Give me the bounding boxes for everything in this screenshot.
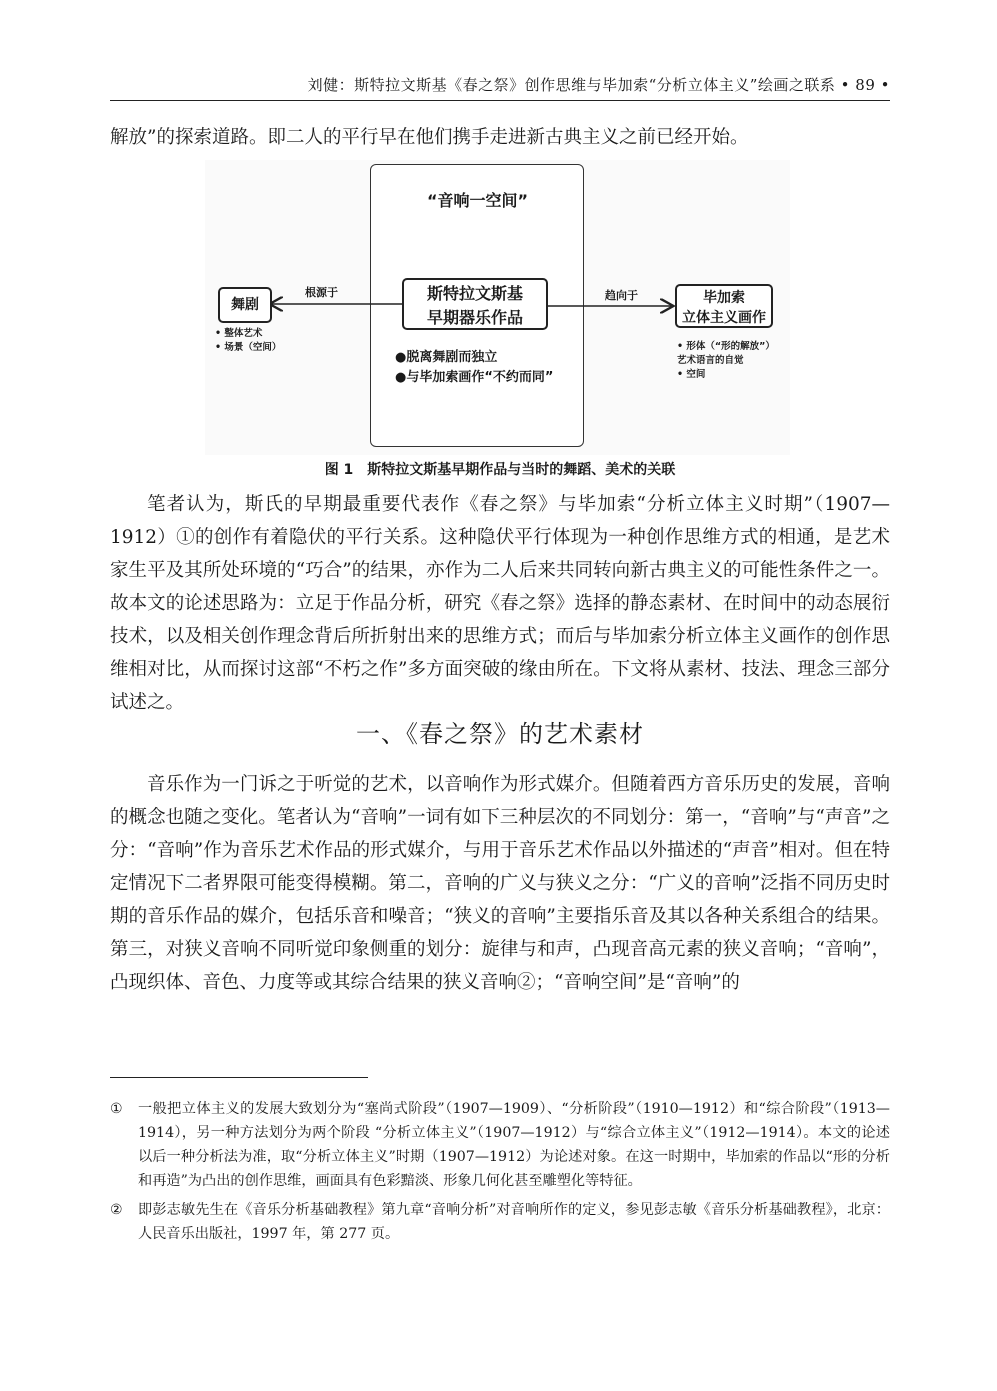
footnote bbox=[110, 1198, 890, 1246]
picasso-notes bbox=[677, 340, 775, 382]
footnote-text: 即彭志敏先生在《音乐分析基础教程》第九章“音响分析”对音响所作的定义，参见彭志敏《音乐分析基础教程》，北京：人民音乐出版社，1997 年，第 277 页。 bbox=[138, 1202, 890, 1242]
stravinsky-box-line2: 早期器乐作品 bbox=[426, 308, 523, 327]
tends-toward-label: 趋向于 bbox=[605, 289, 638, 302]
body-paragraph bbox=[110, 488, 890, 719]
picasso-note: • 空间 bbox=[677, 369, 706, 380]
stravinsky-box bbox=[402, 278, 548, 330]
paragraph-text: 音乐作为一门诉之于听觉的艺术，以音响作为形式媒介。但随着西方音乐历史的发展，音响的概念也随之变化。笔者认为“音响”一词有如下三种层次的不同划分：第一，“音响”与“声音”之分：“音响”作为音乐艺术作品的形式媒介，与用于音乐艺术作品以外描述的“声音”相对。但在特定情况下二者界限可能变得模糊。第二，音响的广义与狭义之分：“广义的音响”泛指不同历史时期的音乐作品的媒介，包括乐音和噪音；“狭义的音响”主要指乐音及其以各种关系组合的结果。第三，对狭义音响不同听觉印象侧重的划分：旋律与和声，凸现音高元素的狭义音响；“音响”，凸现织体、音色、力度等或其综合结果的狭义音响②；“音响空间”是“音响”的 bbox=[110, 774, 890, 993]
ballet-notes bbox=[215, 327, 281, 355]
footnote-mark: ① bbox=[110, 1101, 123, 1117]
ballet-note: • 整体艺术 bbox=[215, 328, 263, 339]
header-rule bbox=[110, 100, 890, 101]
sound-space-title: “音响一空间” bbox=[426, 191, 529, 210]
running-header: 刘健：斯特拉文斯基《春之祭》创作思维与毕加索“分析立体主义”绘画之联系 • 89 • bbox=[307, 76, 890, 94]
stravinsky-note: ●与毕加索画作“不约而同” bbox=[395, 370, 554, 385]
picasso-note: 艺术语言的自觉 bbox=[677, 355, 744, 366]
ballet-note: • 场景（空间） bbox=[215, 342, 282, 353]
figure-caption: 图 1 斯特拉文斯基早期作品与当时的舞蹈、美术的关联 bbox=[324, 462, 676, 478]
footnote-rule bbox=[110, 1077, 368, 1078]
picasso-box-line2: 立体主义画作 bbox=[682, 310, 766, 326]
stravinsky-notes bbox=[395, 348, 553, 388]
footnote bbox=[110, 1097, 890, 1193]
picasso-box bbox=[675, 284, 773, 328]
rooted-in-label: 根源于 bbox=[305, 286, 338, 299]
figure-1 bbox=[205, 160, 790, 455]
paragraph-text: 笔者认为，斯氏的早期最重要代表作《春之祭》与毕加索“分析立体主义时期”（1907—1912）①的创作有着隐伏的平行关系。这种隐伏平行体现为一种创作思维方式的相通，是艺术家生平及其所处环境的“巧合”的结果，亦作为二人后来共同转向新古典主义的可能性条件之一。故本文的论述思路为：立足于作品分析，研究《春之祭》选择的静态素材、在时间中的动态展衍技术，以及相关创作理念背后所折射出来的思维方式；而后与毕加索分析立体主义画作的创作思维相对比，从而探讨这部“不朽之作”多方面突破的缘由所在。下文将从素材、技法、理念三部分试述之。 bbox=[110, 494, 890, 713]
ballet-box: 舞剧 bbox=[218, 287, 272, 323]
picasso-note: • 形体（“形的解放”） bbox=[677, 341, 775, 352]
stravinsky-note: ●脱离舞剧而独立 bbox=[395, 350, 498, 365]
body-paragraph-continued bbox=[110, 121, 890, 154]
footnote-mark: ② bbox=[110, 1202, 123, 1218]
footnote-text: 一般把立体主义的发展大致划分为“塞尚式阶段”（1907—1909）、“分析阶段”（1910—1912）和“综合阶段”（1913—1914），另一种方法划分为两个阶段 “分析立体主义”（1907—1912）与“综合立体主义”（1912—1914）。本文的论述以后一种分析法为准，取“分析立体主义”时期（1907—1912）为论述对象。在这一时期中，毕加索的作品以“形的分析和再造”为凸出的创作思维，画面具有色彩黯淡、形象几何化甚至雕塑化等特征。 bbox=[138, 1101, 890, 1189]
body-paragraph bbox=[110, 768, 890, 999]
stravinsky-box-line1: 斯特拉文斯基 bbox=[426, 284, 523, 303]
footnotes bbox=[110, 1097, 890, 1251]
picasso-box-line1: 毕加索 bbox=[703, 290, 745, 306]
section-heading: 一、《春之祭》的艺术素材 bbox=[356, 720, 644, 748]
paragraph-text: 解放”的探索道路。即二人的平行早在他们携手走进新古典主义之前已经开始。 bbox=[110, 127, 749, 148]
